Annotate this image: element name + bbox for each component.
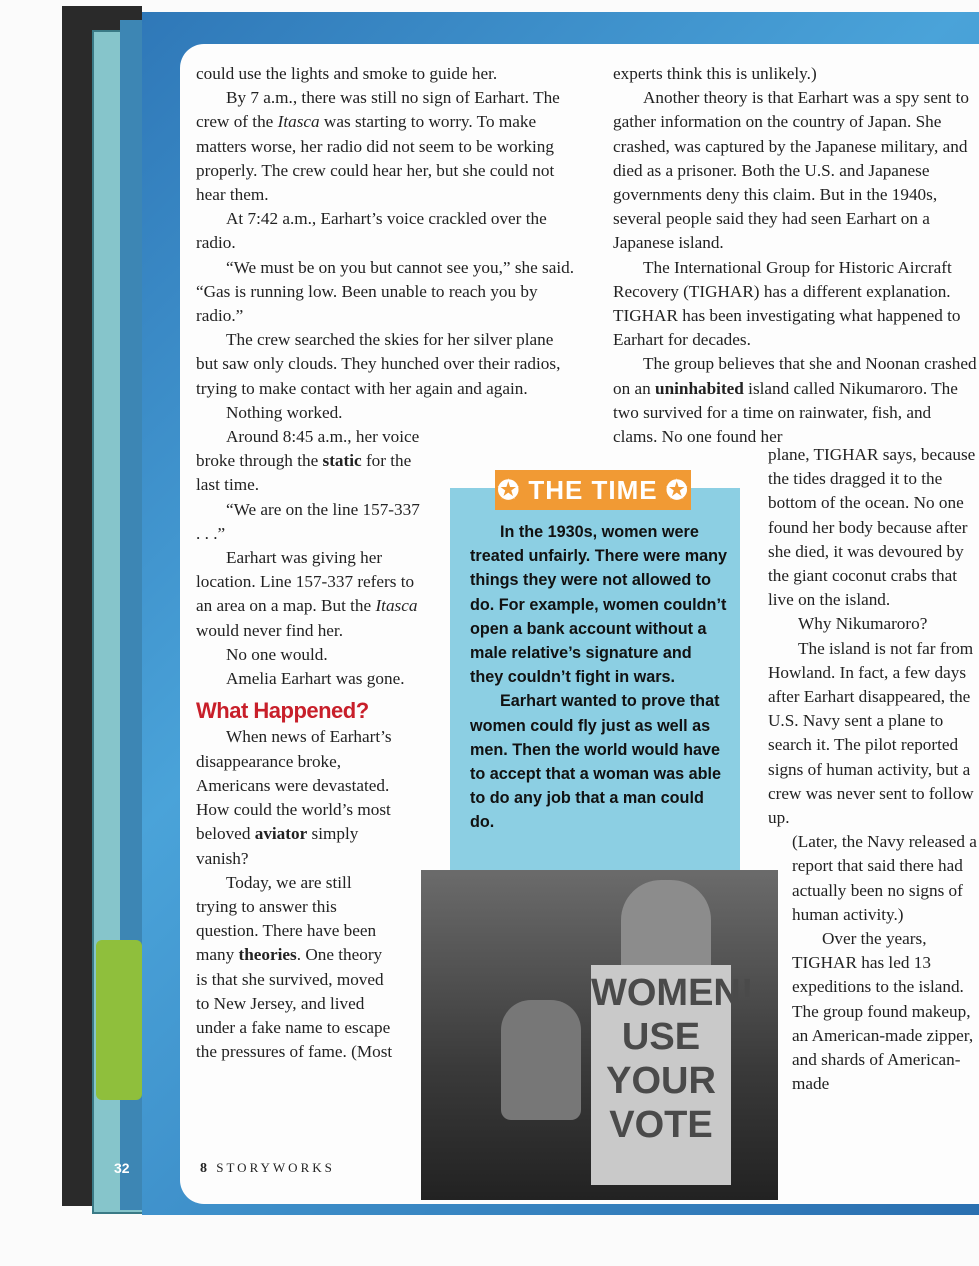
article-column-3	[768, 443, 979, 1096]
paragraph: Nothing worked.	[226, 402, 343, 422]
paragraph: Earhart was giving her location. Line 157-337 refers to an area on a map. But the Itasca would never find her.	[196, 548, 418, 640]
section-heading: What Happened?	[196, 698, 369, 724]
paragraph: No one would.	[226, 644, 328, 664]
sidebar-title: ✪ THE TIME ✪	[495, 470, 691, 510]
paragraph: The group believes that she and Noonan crashed on an uninhabited island called Nikumaroro. The two survived for a time on rainwater, fish, and clams. No one found her	[613, 354, 977, 447]
paragraph: could use the lights and smoke to guide her.	[196, 64, 498, 83]
paragraph: Over the years, TIGHAR has led 13 expeditions to the island. The group found makeup, an American-made zipper, and shards of American-made	[792, 929, 974, 1094]
page-footer	[200, 1160, 335, 1177]
paragraph: The island is not far from Howland. In fact, a few days after Earhart disappeared, the U.S. Navy sent a plane to search it. The pilot reported signs of human activity, but a crew was never sent to follow up.	[768, 638, 974, 828]
paragraph: experts think this is unlikely.)	[613, 64, 817, 83]
paragraph: “We must be on you but cannot see you,” she said. “Gas is running low. Been unable to reach you by radio.”	[196, 257, 575, 326]
left-page-green-panel	[96, 940, 142, 1100]
paragraph: (Later, the Navy released a report that said there had actually been no signs of human activity.)	[792, 832, 977, 924]
paragraph: Today, we are still trying to answer this question. There have been many theories. One theory is that she survived, moved to New Jersey, and lived under a fake name to escape the pressures of fame. (Most	[196, 872, 393, 1062]
paragraph: The International Group for Historic Aircraft Recovery (TIGHAR) has a different explanation. TIGHAR has been investigating what happened to Earhart for decades.	[613, 257, 961, 350]
sidebar-paragraph: In the 1930s, women were treated unfairly. There were many things they were not allowed to do. For example, women couldn’t open a bank account without a male relative’s signature and they couldn’t fight in wars.	[470, 523, 727, 687]
photo-child-figure	[501, 1000, 581, 1120]
paragraph: The crew searched the skies for her silver plane but saw only clouds. They hunched over their radios, trying to make contact with her again and again.	[196, 330, 561, 398]
paragraph: Why Nikumaroro?	[798, 614, 928, 634]
footer-page-number: 8	[200, 1161, 210, 1176]
sidebar-paragraph: Earhart wanted to prove that women could fly just as well as men. Then the world would have to accept that a woman was able to do any job that a man could do.	[470, 692, 721, 832]
paragraph: Around 8:45 a.m., her voice broke through the static for the last time.	[196, 427, 420, 495]
paragraph: Amelia Earhart was gone.	[226, 669, 405, 689]
article-column-2	[613, 62, 979, 449]
suffragette-photo	[421, 870, 778, 1200]
left-page-number: 32	[114, 1160, 130, 1176]
paragraph: Another theory is that Earhart was a spy sent to gather information on the country of Japan. She crashed, was captured by the Japanese military, and died as a prisoner. Both the U.S. and Japanese governments deny this claim. But in the 1940s, several people said they had seen Earhart on a Japanese island.	[613, 88, 970, 253]
paragraph: By 7 a.m., there was still no sign of Earhart. The crew of the Itasca was starting to worry. To make matters worse, her radio did not seem to be working properly. The crew could hear her, but she could not hear them.	[196, 88, 560, 205]
sidebar-text	[470, 520, 728, 835]
paragraph: “We are on the line 157-337 . . .”	[196, 499, 420, 543]
photo-sign: WOMEN! USE YOUR VOTE	[591, 965, 731, 1185]
paragraph: When news of Earhart’s disappearance broke, Americans were devastated. How could the world’s most beloved aviator simply vanish?	[196, 727, 392, 868]
footer-magazine-name: STORYWORKS	[216, 1160, 335, 1175]
paragraph: plane, TIGHAR says, because the tides dragged it to the bottom of the ocean. No one found her body because after she died, it was devoured by the giant coconut crabs that live on the island.	[768, 445, 976, 610]
paragraph: At 7:42 a.m., Earhart’s voice crackled over the radio.	[196, 209, 547, 253]
